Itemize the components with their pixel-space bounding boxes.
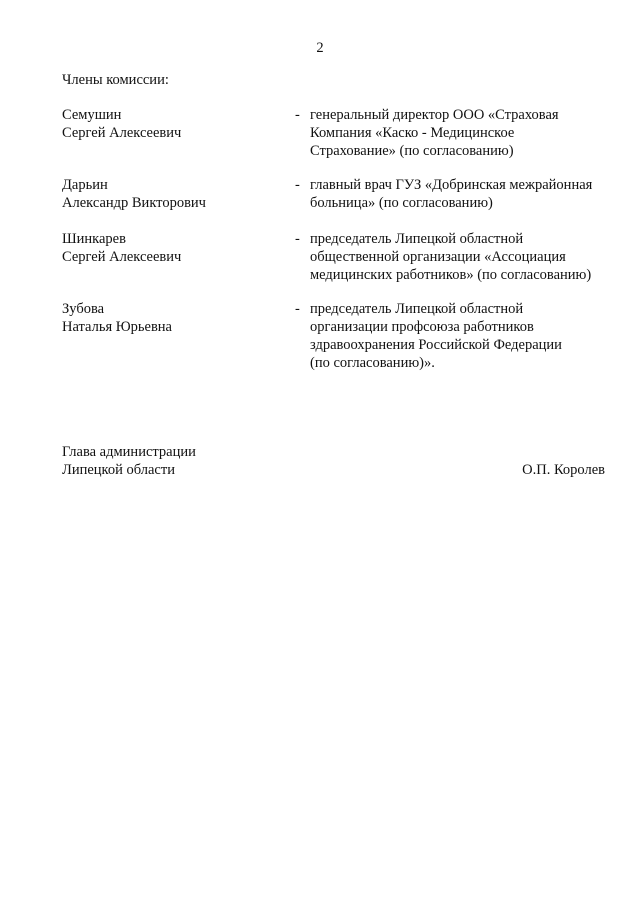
role-line: председатель Липецкой областной <box>310 301 524 317</box>
member-surname: Зубова <box>62 301 105 317</box>
member-name <box>62 230 282 266</box>
member-given-names: Наталья Юрьевна <box>62 319 172 335</box>
role-line: главный врач ГУЗ «Добринская межрайонная <box>310 177 593 193</box>
dash-separator: - <box>295 231 300 247</box>
member-surname: Дарьин <box>62 177 108 193</box>
member-role <box>310 300 620 372</box>
position-line: Липецкой области <box>62 462 175 478</box>
role-line: (по согласованию)». <box>310 355 435 371</box>
role-line: организации профсоюза работников <box>310 319 534 335</box>
member-surname: Семушин <box>62 107 122 123</box>
role-line: медицинских работников» (по согласованию) <box>310 267 592 283</box>
role-line: больница» (по согласованию) <box>310 195 493 211</box>
page-number: 2 <box>316 40 324 56</box>
member-given-names: Сергей Алексеевич <box>62 249 182 265</box>
dash-separator: - <box>295 177 300 193</box>
member-role <box>310 230 620 284</box>
member-name <box>62 300 282 336</box>
role-line: общественной организации «Ассоциация <box>310 249 566 265</box>
member-given-names: Александр Викторович <box>62 195 206 211</box>
dash-separator: - <box>295 107 300 123</box>
role-line: генеральный директор ООО «Страховая <box>310 107 559 123</box>
member-name <box>62 106 282 142</box>
section-title: Члены комиссии: <box>62 72 169 88</box>
dash-separator: - <box>295 301 300 317</box>
member-given-names: Сергей Алексеевич <box>62 125 182 141</box>
member-surname: Шинкарев <box>62 231 126 247</box>
role-line: здравоохранения Российской Федерации <box>310 337 562 353</box>
position-line: Глава администрации <box>62 444 196 460</box>
signatory-name: О.П. Королев <box>522 462 605 478</box>
member-role <box>310 176 620 212</box>
role-line: Страхование» (по согласованию) <box>310 143 514 159</box>
role-line: председатель Липецкой областной <box>310 231 524 247</box>
role-line: Компания «Каско - Медицинское <box>310 125 515 141</box>
member-role <box>310 106 620 160</box>
member-name <box>62 176 282 212</box>
signature-block <box>62 443 605 479</box>
